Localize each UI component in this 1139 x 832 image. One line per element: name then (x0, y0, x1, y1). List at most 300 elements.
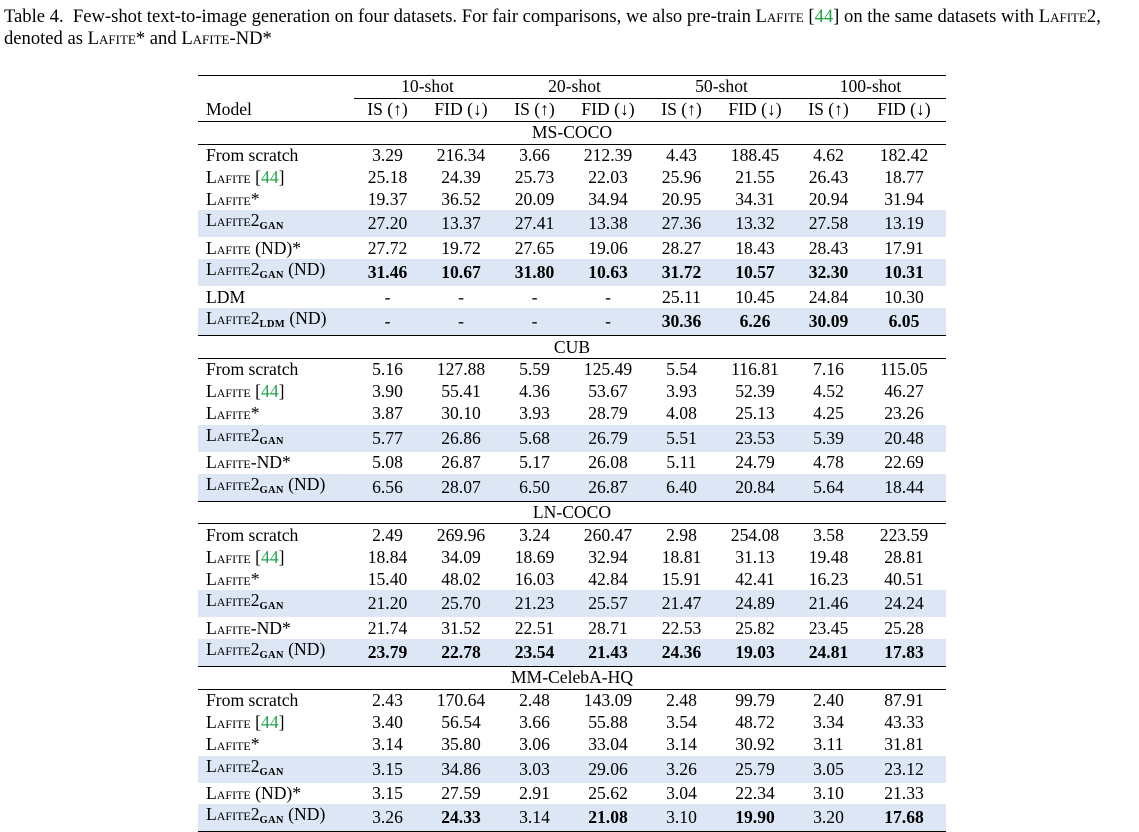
model-name-cell (198, 286, 354, 308)
metric-value-cell: 21.43 (568, 639, 648, 667)
metric-value-cell: 24.79 (735, 452, 775, 473)
metric-value-cell: 3.04 (666, 783, 697, 804)
model-name-cell (198, 452, 354, 474)
model-suffix: (ND) (283, 259, 326, 280)
table-row (198, 381, 946, 403)
table-row (198, 804, 946, 832)
metric-value-cell: 212.39 (568, 144, 648, 166)
metric-value-cell: 20.94 (808, 188, 849, 209)
metric-value-cell: 19.06 (588, 237, 628, 258)
metric-value-cell: 19.03 (715, 639, 795, 667)
metric-value-cell: 3.11 (813, 734, 844, 755)
caption-citation-link[interactable]: 44 (814, 6, 834, 27)
model-suffix: (ND) (284, 308, 327, 329)
metric-value-cell: 22.03 (588, 167, 628, 187)
metric-value-cell: 4.08 (666, 403, 697, 424)
model-name-cell (198, 689, 354, 711)
metric-value-cell: 6.26 (715, 308, 795, 336)
citation: [44] (250, 712, 285, 733)
metric-value-cell: 42.84 (588, 568, 628, 589)
metric-value-cell: 3.26 (648, 756, 715, 783)
metric-value-cell: 27.58 (795, 210, 862, 237)
model-name-cell (198, 144, 354, 166)
metric-value-cell: 3.03 (501, 756, 568, 783)
metric-value-cell: 24.81 (795, 639, 862, 667)
metric-header: FID (↓) (877, 99, 931, 120)
metric-value-cell: 5.77 (354, 425, 421, 452)
model-name: Lafite (ND)* (206, 237, 302, 258)
metric-value-cell: 20.95 (661, 188, 702, 209)
dataset-name: CUB (198, 336, 946, 359)
model-subscript: GAN (259, 221, 284, 233)
model-name: Lafite (206, 546, 251, 567)
metric-value-cell: 3.29 (354, 144, 421, 166)
table-row (198, 524, 946, 546)
metric-value-cell: 46.27 (884, 381, 924, 402)
metric-value-cell: 170.64 (421, 689, 501, 711)
metric-value-cell: 16.03 (514, 568, 555, 589)
table-row (198, 259, 946, 286)
metric-value-cell: 5.17 (519, 452, 550, 473)
metric-value-cell: 25.62 (588, 783, 628, 804)
metric-value-cell: - (568, 308, 648, 336)
model-name-cell (198, 359, 354, 381)
model-name: Lafite2 (206, 210, 260, 231)
table-row (198, 167, 946, 189)
model-name: Lafite (206, 167, 251, 187)
metric-value-cell: 4.25 (813, 403, 844, 424)
model-name: Lafite2 (206, 259, 260, 280)
metric-value-cell: 5.64 (795, 474, 862, 502)
model-name: Lafite (ND)* (206, 783, 302, 804)
metric-value-cell: 15.91 (661, 568, 702, 589)
model-name: Lafite2 (206, 590, 260, 611)
metric-value-cell: 3.10 (813, 783, 844, 804)
metric-value-cell: 5.16 (354, 359, 421, 381)
model-subscript: GAN (259, 650, 284, 662)
model-name-cell (198, 210, 354, 237)
metric-value-cell: 2.40 (795, 689, 862, 711)
metric-value-cell: 42.41 (735, 568, 775, 589)
model-suffix: (ND) (283, 639, 326, 660)
metric-value-cell: 21.46 (795, 590, 862, 617)
model-subscript: GAN (259, 601, 284, 613)
metric-value-cell: - (354, 308, 421, 336)
model-name-cell (198, 590, 354, 617)
metric-value-cell: 10.67 (421, 259, 501, 286)
model-suffix: (ND) (283, 804, 326, 825)
model-name-cell (198, 403, 354, 425)
metric-value-cell: 5.59 (501, 359, 568, 381)
metric-value-cell: 260.47 (568, 524, 648, 546)
model-name: Lafite-ND* (206, 452, 291, 473)
metric-value-cell: 26.87 (568, 474, 648, 502)
model-name: Lafite (206, 712, 251, 733)
metric-value-cell: 3.20 (795, 804, 862, 832)
metric-value-cell: 15.40 (367, 568, 408, 589)
metric-value-cell: 21.74 (367, 617, 408, 638)
metric-value-cell: 25.73 (514, 167, 555, 187)
metric-value-cell: 22.34 (735, 783, 775, 804)
metric-value-cell: 3.06 (519, 734, 550, 755)
metric-value-cell: 24.39 (441, 167, 481, 187)
metric-value-cell: 18.84 (367, 546, 408, 567)
metric-value-cell: 19.90 (715, 804, 795, 832)
model-name-cell (198, 188, 354, 210)
metric-value-cell: 19.72 (441, 237, 481, 258)
metric-value-cell: 6.40 (648, 474, 715, 502)
metric-value-cell: 40.51 (884, 568, 924, 589)
table-row (198, 359, 946, 381)
metric-value-cell: 18.77 (884, 167, 924, 187)
metric-value-cell: 5.11 (666, 452, 697, 473)
model-name-cell (198, 756, 354, 783)
model-name-cell (198, 783, 354, 805)
metric-value-cell: 55.41 (441, 381, 481, 402)
model-name: Lafite (206, 381, 251, 402)
citation-link[interactable]: 44 (261, 167, 279, 187)
metric-value-cell: 23.79 (354, 639, 421, 667)
metric-value-cell: 32.30 (795, 259, 862, 286)
model-name-cell (198, 474, 354, 502)
metric-value-cell: 24.89 (715, 590, 795, 617)
metric-value-cell: 3.87 (372, 403, 403, 424)
metric-value-cell: 34.86 (421, 756, 501, 783)
metric-value-cell: 6.05 (862, 308, 946, 336)
metric-value-cell: - (501, 308, 568, 336)
metric-value-cell: 30.10 (441, 403, 481, 424)
metric-value-cell: 3.93 (519, 403, 550, 424)
model-column-header: Model (206, 99, 252, 120)
metric-value-cell: 23.45 (808, 617, 849, 638)
citation-link[interactable]: 44 (261, 381, 279, 402)
metric-value-cell: 31.81 (884, 734, 924, 755)
metric-value-cell: 17.68 (862, 804, 946, 832)
model-name-cell (198, 546, 354, 568)
metric-value-cell: 31.72 (648, 259, 715, 286)
metric-value-cell: 6.56 (354, 474, 421, 502)
metric-value-cell: 22.53 (661, 617, 702, 638)
metric-value-cell: 3.14 (666, 734, 697, 755)
metric-value-cell: - (421, 308, 501, 336)
dataset-header-row (198, 121, 946, 144)
model-name: Lafite2 (206, 473, 260, 494)
metric-value-cell: 24.24 (862, 590, 946, 617)
table-row (198, 425, 946, 452)
table-row (198, 188, 946, 210)
table-row (198, 639, 946, 667)
metric-value-cell: 35.80 (441, 734, 481, 755)
metric-value-cell: 3.05 (795, 756, 862, 783)
metric-value-cell: - (531, 286, 538, 307)
metric-value-cell: 2.98 (648, 524, 715, 546)
model-name: From scratch (206, 359, 299, 380)
model-name: From scratch (206, 690, 299, 711)
model-name: Lafite2 (206, 639, 260, 660)
model-name: Lafite2 (206, 804, 260, 825)
metric-value-cell: 188.45 (715, 144, 795, 166)
dataset-name: MM-CelebA-HQ (198, 667, 946, 690)
metric-value-cell: 21.47 (648, 590, 715, 617)
metric-value-cell: 20.84 (715, 474, 795, 502)
model-subscript: GAN (259, 815, 284, 827)
citation-link[interactable]: 44 (261, 712, 279, 733)
table-row (198, 403, 946, 425)
metric-value-cell: 3.54 (666, 712, 697, 733)
metric-value-cell: 29.06 (568, 756, 648, 783)
model-name-cell (198, 804, 354, 832)
metric-value-cell: 21.55 (735, 167, 775, 187)
metric-value-cell: 21.23 (501, 590, 568, 617)
metric-value-cell: 31.52 (441, 617, 481, 638)
citation: [44] (250, 546, 285, 567)
metric-value-cell: 31.13 (735, 546, 775, 567)
table-row (198, 308, 946, 336)
metric-value-cell: 10.57 (715, 259, 795, 286)
dataset-name: LN-COCO (198, 501, 946, 524)
model-name: Lafite2 (206, 424, 260, 445)
caption-text-d: , denoted as (4, 6, 1101, 49)
metric-value-cell: 34.94 (588, 188, 628, 209)
metric-value-cell: 26.43 (808, 167, 849, 187)
metric-value-cell: 26.08 (588, 452, 628, 473)
table-row (198, 712, 946, 734)
metric-value-cell: 2.48 (648, 689, 715, 711)
metric-value-cell: 25.11 (662, 286, 701, 307)
table-row (198, 590, 946, 617)
metric-value-cell: 18.81 (661, 546, 702, 567)
metric-value-cell: 55.88 (588, 712, 628, 733)
metric-value-cell: 19.48 (808, 546, 849, 567)
dataset-header-row (198, 667, 946, 690)
metric-value-cell: 21.33 (884, 783, 924, 804)
caption-variant1: Lafite* (87, 28, 146, 49)
metric-value-cell: 216.34 (421, 144, 501, 166)
model-subscript: GAN (259, 435, 284, 447)
metric-value-cell: 254.08 (715, 524, 795, 546)
model-name: From scratch (206, 145, 299, 166)
metric-value-cell: - (605, 286, 611, 307)
model-name: Lafite-ND* (206, 617, 291, 638)
metric-value-cell: 30.09 (795, 308, 862, 336)
metric-value-cell: 53.67 (588, 381, 628, 402)
table-caption: Table 4. Few-shot text-to-image generation on four datasets. For fair comparisons, we also pre-train Lafite [44] on the same datasets with Lafite2, denoted as Lafite* and Lafite-ND* (4, 6, 1101, 49)
citation: [44] (250, 381, 285, 402)
metric-value-cell: 31.46 (354, 259, 421, 286)
metric-value-cell: 3.58 (795, 524, 862, 546)
caption-variant2: Lafite-ND* (181, 28, 272, 49)
metric-value-cell: 28.07 (421, 474, 501, 502)
caption-text-e: and (149, 28, 177, 49)
table-row (198, 474, 946, 502)
metric-value-cell: 3.66 (519, 712, 550, 733)
table-row (198, 783, 946, 805)
metric-value-cell: 3.15 (372, 783, 403, 804)
metric-value-cell: 28.79 (588, 403, 628, 424)
citation-link[interactable]: 44 (261, 546, 279, 567)
metric-header-row (198, 98, 946, 121)
metric-value-cell: 3.14 (372, 734, 403, 755)
metric-value-cell: 19.37 (367, 188, 408, 209)
metric-value-cell: 3.90 (372, 381, 403, 402)
caption-model2: Lafite2 (1038, 6, 1097, 27)
shot-group-header-row (198, 76, 946, 99)
metric-value-cell: 23.53 (715, 425, 795, 452)
metric-value-cell: 2.91 (519, 783, 550, 804)
metric-value-cell: 4.36 (519, 381, 550, 402)
table-row (198, 546, 946, 568)
metric-header: FID (↓) (434, 99, 488, 120)
metric-value-cell: 48.02 (441, 568, 481, 589)
metric-value-cell: 23.12 (862, 756, 946, 783)
metric-value-cell: 3.14 (501, 804, 568, 832)
metric-value-cell: 30.36 (648, 308, 715, 336)
caption-text-b: on the same datasets (844, 6, 997, 27)
metric-value-cell: 28.43 (808, 237, 849, 258)
caption-model-name: Lafite (755, 6, 804, 27)
model-name-cell (198, 617, 354, 639)
metric-value-cell: 10.30 (884, 286, 924, 307)
model-suffix: (ND) (283, 473, 326, 494)
dataset-name: MS-COCO (198, 121, 946, 144)
metric-value-cell: 33.04 (588, 734, 628, 755)
metric-value-cell: 36.52 (441, 188, 481, 209)
model-name: Lafite2 (206, 308, 260, 329)
metric-value-cell: 4.52 (813, 381, 844, 402)
metric-value-cell: 3.10 (648, 804, 715, 832)
table-row (198, 237, 946, 259)
metric-value-cell: 5.68 (501, 425, 568, 452)
citation: [44] (250, 167, 285, 187)
table-row (198, 734, 946, 756)
metric-value-cell: 31.94 (884, 188, 924, 209)
metric-value-cell: 30.92 (735, 734, 775, 755)
model-name-cell (198, 568, 354, 590)
metric-value-cell: 21.08 (568, 804, 648, 832)
metric-value-cell: 13.19 (862, 210, 946, 237)
metric-value-cell: 22.78 (421, 639, 501, 667)
metric-value-cell: 24.36 (648, 639, 715, 667)
metric-header: IS (↑) (808, 99, 849, 120)
metric-value-cell: 43.33 (884, 712, 924, 733)
metric-value-cell: 20.48 (862, 425, 946, 452)
metric-value-cell: 23.26 (884, 403, 924, 424)
metric-value-cell: 3.93 (666, 381, 697, 402)
model-name-cell (198, 308, 354, 336)
metric-header: IS (↑) (514, 99, 555, 120)
dataset-header-row (198, 336, 946, 359)
metric-value-cell: 20.09 (514, 188, 555, 209)
metric-header: IS (↑) (661, 99, 702, 120)
metric-value-cell: 18.44 (862, 474, 946, 502)
metric-value-cell: 5.39 (795, 425, 862, 452)
metric-value-cell: 28.81 (884, 546, 924, 567)
metric-value-cell: 25.13 (735, 403, 775, 424)
metric-value-cell: 182.42 (862, 144, 946, 166)
metric-value-cell: 27.36 (648, 210, 715, 237)
metric-value-cell: 28.27 (661, 237, 702, 258)
metric-value-cell: 32.94 (588, 546, 628, 567)
metric-value-cell: 3.26 (354, 804, 421, 832)
metric-value-cell: 13.37 (421, 210, 501, 237)
table-row (198, 689, 946, 711)
model-name: Lafite* (206, 188, 260, 209)
metric-value-cell: 3.24 (501, 524, 568, 546)
metric-value-cell: 3.40 (372, 712, 403, 733)
group-header: 10-shot (354, 76, 501, 99)
metric-value-cell: 34.09 (441, 546, 481, 567)
metric-value-cell: 5.51 (648, 425, 715, 452)
caption-text-c: with (1001, 6, 1035, 27)
metric-value-cell: 3.15 (354, 756, 421, 783)
metric-value-cell: 3.34 (813, 712, 844, 733)
model-name: Lafite* (206, 568, 260, 589)
metric-value-cell: 5.54 (648, 359, 715, 381)
model-name-cell (198, 259, 354, 286)
results-table (198, 75, 946, 832)
model-subscript: GAN (259, 766, 284, 778)
metric-value-cell: 52.39 (735, 381, 775, 402)
metric-value-cell: 27.65 (514, 237, 555, 258)
metric-value-cell: 13.38 (568, 210, 648, 237)
table-row (198, 756, 946, 783)
metric-value-cell: 115.05 (862, 359, 946, 381)
metric-value-cell: 27.41 (501, 210, 568, 237)
model-name-cell (198, 237, 354, 259)
metric-value-cell: 22.69 (884, 452, 924, 473)
metric-value-cell: 26.79 (568, 425, 648, 452)
metric-value-cell: 25.57 (568, 590, 648, 617)
metric-value-cell: 23.54 (501, 639, 568, 667)
metric-value-cell: 27.20 (354, 210, 421, 237)
model-name-cell (198, 524, 354, 546)
metric-value-cell: 269.96 (421, 524, 501, 546)
metric-value-cell: 56.54 (441, 712, 481, 733)
model-name: Lafite* (206, 734, 260, 755)
metric-value-cell: 24.33 (421, 804, 501, 832)
metric-value-cell: 28.71 (588, 617, 628, 638)
metric-value-cell: 26.87 (441, 452, 481, 473)
metric-value-cell: 34.31 (735, 188, 775, 209)
metric-value-cell: 25.79 (715, 756, 795, 783)
metric-value-cell: 4.62 (795, 144, 862, 166)
model-name: Lafite2 (206, 755, 260, 776)
metric-value-cell: 99.79 (715, 689, 795, 711)
metric-value-cell: 18.69 (514, 546, 555, 567)
metric-value-cell: 31.80 (501, 259, 568, 286)
metric-value-cell: 10.31 (862, 259, 946, 286)
dataset-header-row (198, 501, 946, 524)
metric-value-cell: 10.63 (568, 259, 648, 286)
metric-value-cell: - (384, 286, 391, 307)
metric-value-cell: 4.78 (813, 452, 844, 473)
metric-value-cell: 21.20 (354, 590, 421, 617)
metric-value-cell: 127.88 (421, 359, 501, 381)
model-name-cell (198, 734, 354, 756)
metric-header: FID (↓) (728, 99, 782, 120)
metric-value-cell: 13.32 (715, 210, 795, 237)
metric-value-cell: 27.72 (367, 237, 408, 258)
metric-value-cell: 25.28 (884, 617, 924, 638)
metric-value-cell: 3.66 (501, 144, 568, 166)
metric-value-cell: 17.83 (862, 639, 946, 667)
metric-value-cell: 87.91 (862, 689, 946, 711)
metric-value-cell: 4.43 (648, 144, 715, 166)
group-header: 100-shot (795, 76, 946, 99)
model-name: From scratch (206, 524, 299, 545)
metric-value-cell: 2.48 (501, 689, 568, 711)
model-subscript: LDM (259, 319, 285, 331)
